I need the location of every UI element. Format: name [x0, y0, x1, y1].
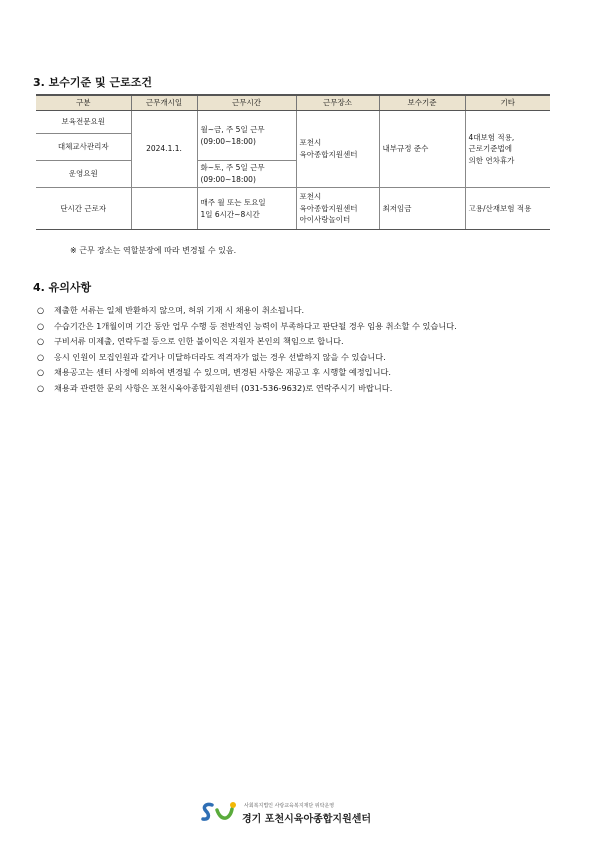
notice-text: 구비서류 미제출, 연락두절 등으로 인한 불이익은 지원자 본인의 책임으로 합니다.: [54, 336, 344, 347]
center-logo-icon: [200, 800, 238, 824]
notice-list: [37, 303, 567, 396]
hours-line: (09:00~18:00): [200, 175, 256, 184]
table-header-row: [36, 95, 550, 111]
circle-bullet-icon: ○: [37, 367, 45, 378]
location-line: 아이사랑놀이터: [299, 215, 351, 225]
footer: [200, 798, 410, 828]
role-cell: 보육전문요원: [36, 111, 131, 134]
section-4-title: 4. 유의사항: [33, 281, 92, 294]
role-cell: 운영요원: [36, 161, 131, 188]
start-date-empty-cell: [131, 188, 197, 230]
notice-text: 제출한 서류는 일체 반환하지 않으며, 허위 기재 시 채용이 취소됩니다.: [54, 305, 305, 315]
list-item: [37, 319, 567, 335]
footer-operator: 사회복지법인 사랑교육복지재단 위탁운영: [244, 803, 335, 809]
role-cell: 대체교사관리자: [36, 134, 131, 161]
start-date-cell: 2024.1.1.: [131, 111, 197, 188]
header-etc: 기타: [465, 95, 550, 111]
header-location: 근무장소: [296, 95, 379, 111]
working-conditions-table: [36, 94, 550, 230]
location-line: 포천시: [299, 138, 322, 148]
table-row: [36, 111, 550, 134]
location-line: 육아종합지원센터: [299, 203, 358, 213]
header-start-date: 근무개시일: [131, 95, 197, 111]
section-3-title: 3. 보수기준 및 근로조건: [33, 76, 152, 89]
footer-center-name: 경기 포천시육아종합지원센터: [242, 814, 372, 825]
header-hours: 근무시간: [197, 95, 296, 111]
etc-cell-main: [465, 111, 550, 188]
pay-cell-main: 내부규정 준수: [379, 111, 465, 188]
list-item: [37, 381, 567, 397]
notice-text: 채용과 관련한 문의 사항은 포천시육아종합지원센터 (031-536-9632)로 연락주시기 바랍니다.: [54, 382, 393, 393]
role-cell: 단시간 근로자: [36, 188, 131, 230]
hours-cell-weekday: [197, 111, 296, 161]
list-item: [37, 350, 567, 366]
hours-line: 매주 월 또는 토요일: [200, 197, 266, 207]
etc-line: 근로기준법에: [468, 144, 512, 154]
table-row: [36, 188, 550, 230]
hours-cell-weekend: [197, 161, 296, 188]
location-line: 포천시: [299, 192, 322, 202]
header-pay: 보수기준: [379, 95, 465, 111]
hours-line: 화~토, 주 5일 근무: [200, 163, 265, 173]
circle-bullet-icon: ○: [37, 351, 45, 362]
notice-text: 수습기간은 1개월이며 기간 동안 업무 수행 등 전반적인 능력이 부족하다고 판단될 경우 임용 취소할 수 있습니다.: [54, 320, 457, 331]
hours-line: (09:00~18:00): [200, 136, 256, 146]
etc-cell-parttime: 고용/산재보험 적용: [465, 188, 550, 230]
pay-cell-parttime: 최저임금: [379, 188, 465, 230]
header-category: 구분: [36, 95, 131, 111]
hours-line: 월~금, 주 5일 근무: [200, 124, 265, 134]
hours-cell-parttime: [197, 188, 296, 230]
hours-line: 1일 6시간~8시간: [200, 209, 260, 219]
notice-text: 채용공고는 센터 사정에 의하여 변경될 수 있으며, 변경된 사항은 재공고 후 시행할 예정입니다.: [54, 367, 391, 378]
location-cell-main: [296, 111, 379, 188]
workplace-note: ※ 근무 장소는 역할분장에 따라 변경될 수 있음.: [70, 246, 237, 255]
circle-bullet-icon: ○: [37, 320, 45, 331]
etc-line: 4대보험 적용,: [468, 132, 515, 142]
circle-bullet-icon: ○: [37, 336, 45, 347]
list-item: [37, 334, 567, 350]
etc-line: 의한 연차휴가: [468, 155, 515, 165]
notice-text: 응시 인원이 모집인원과 같거나 미달하더라도 적격자가 없는 경우 선발하지 않을 수 있습니다.: [54, 351, 386, 362]
list-item: [37, 365, 567, 381]
circle-bullet-icon: ○: [37, 305, 45, 315]
circle-bullet-icon: ○: [37, 382, 45, 393]
list-item: [37, 303, 567, 319]
location-line: 육아종합지원센터: [299, 150, 358, 159]
location-cell-parttime: [296, 188, 379, 230]
